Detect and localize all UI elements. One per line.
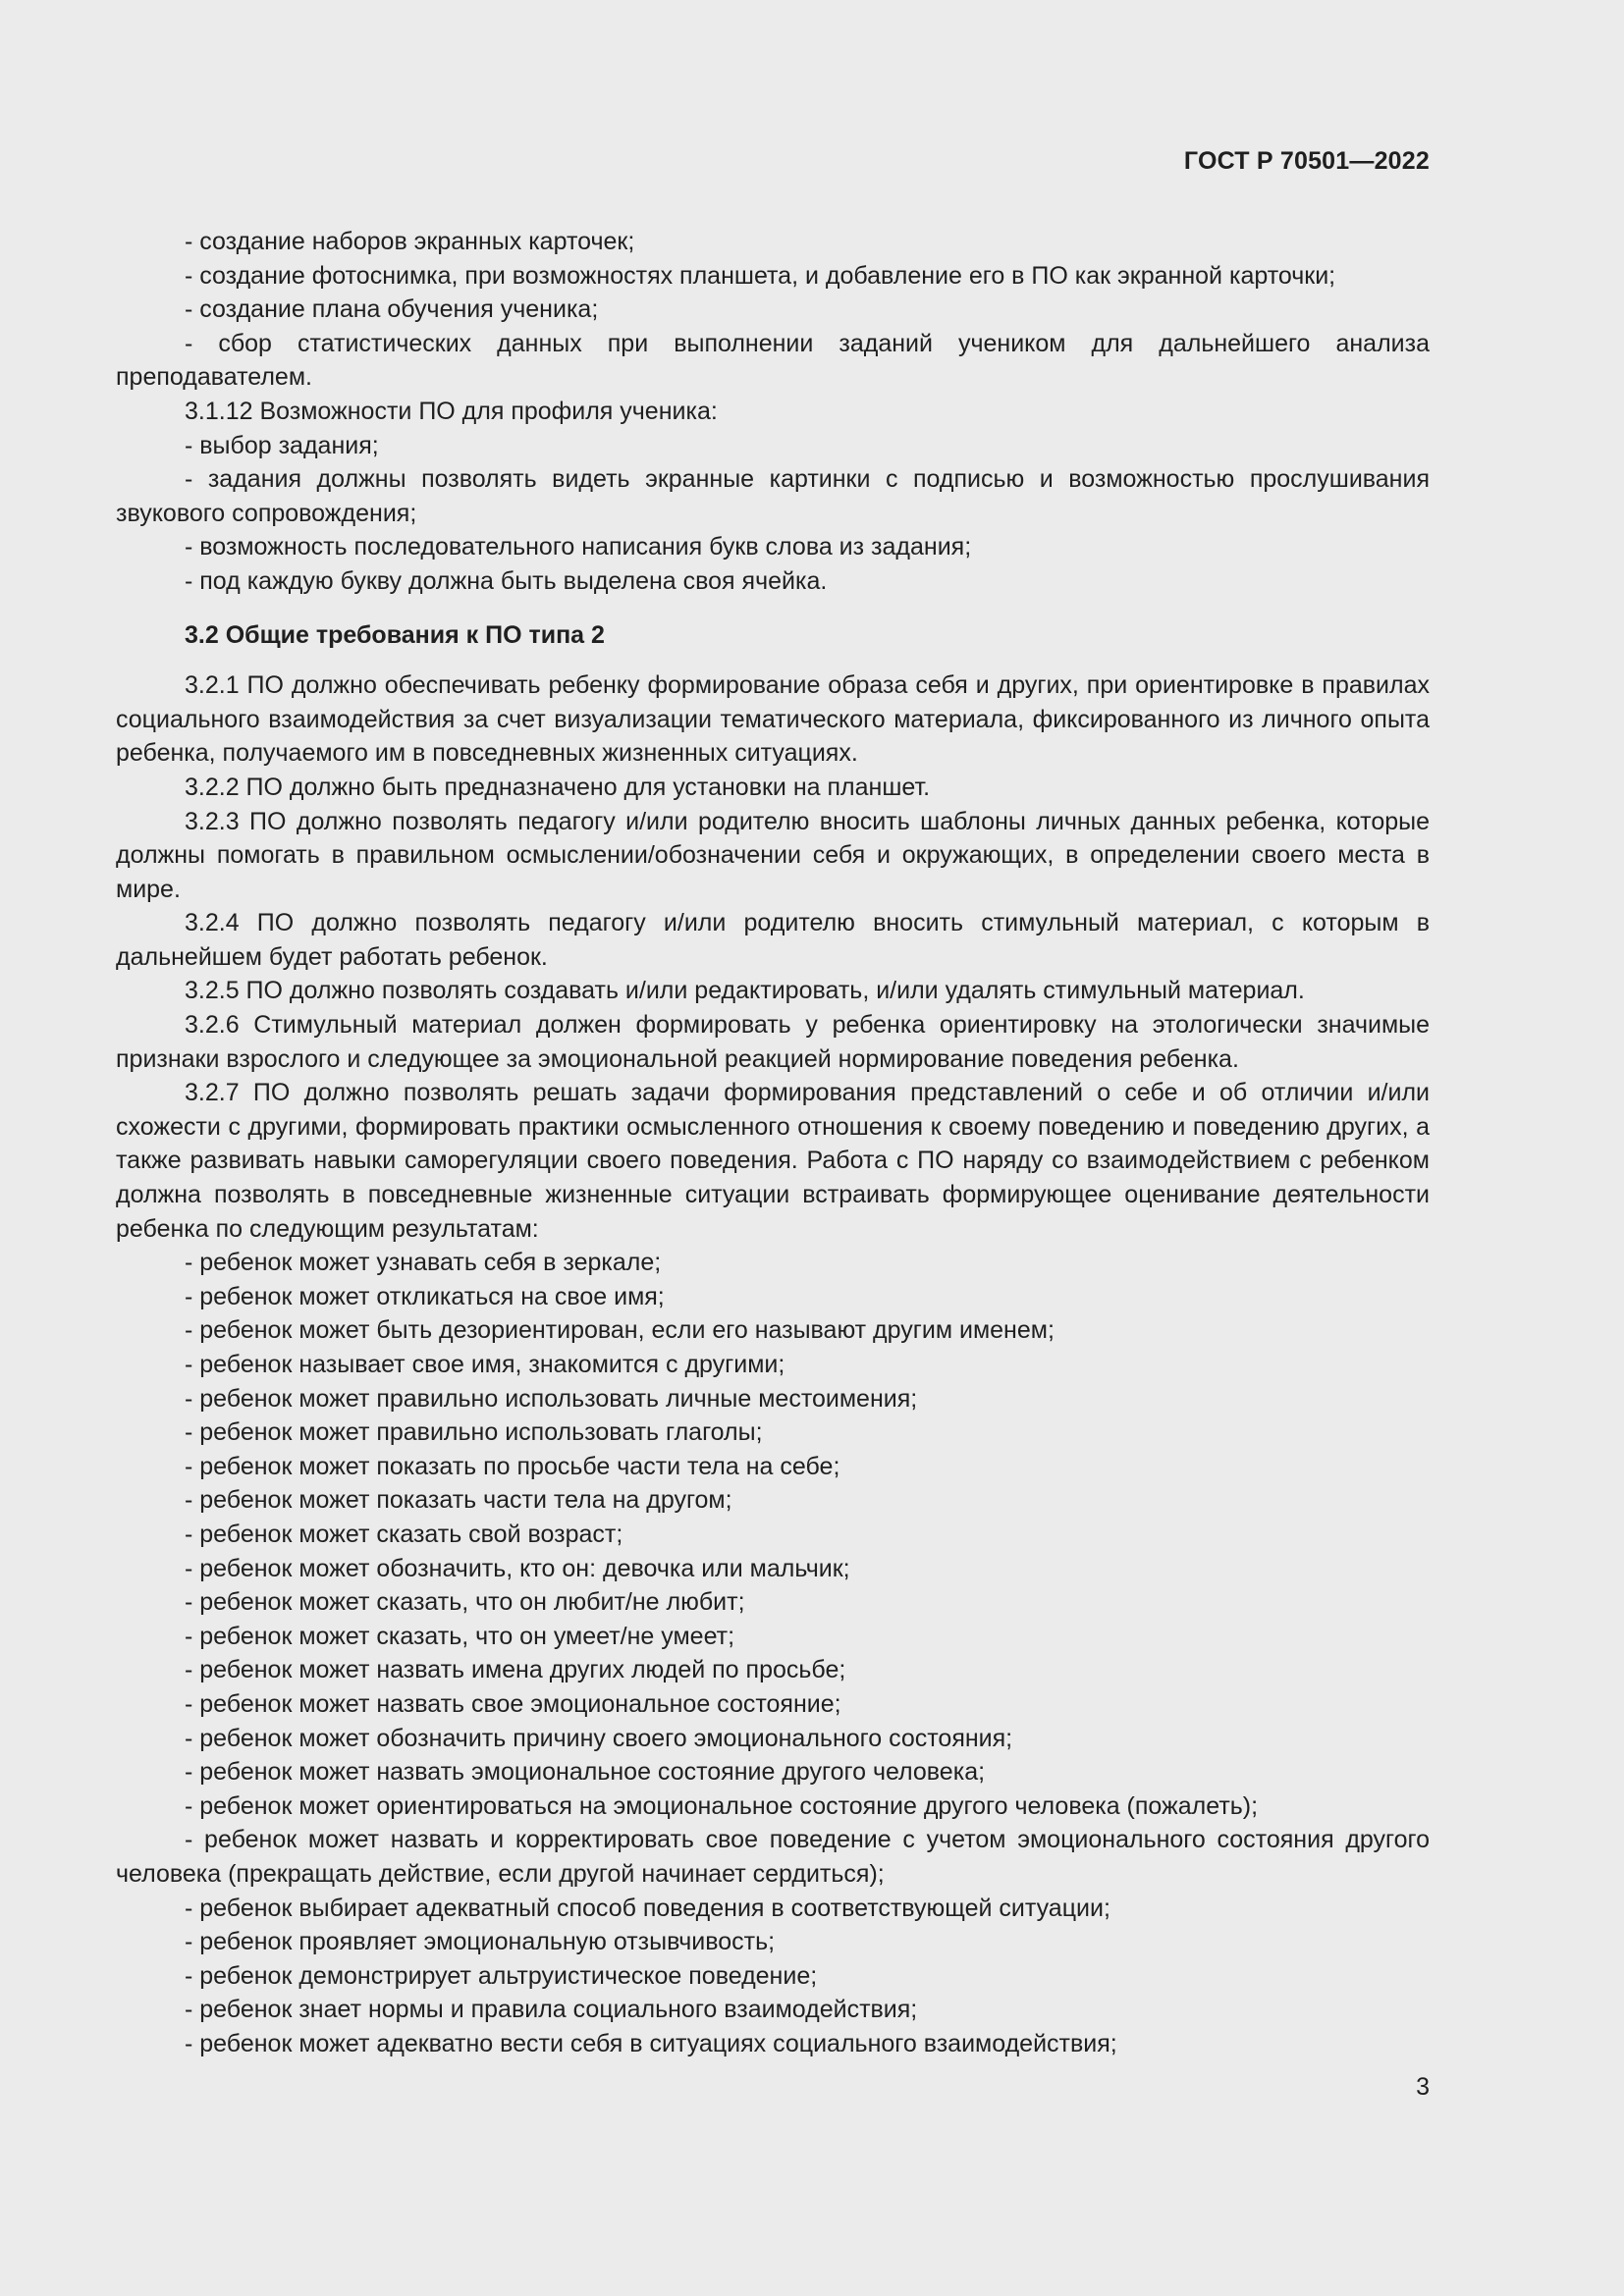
section-heading: 3.2 Общие требования к ПО типа 2 [185, 620, 605, 649]
paragraph: - под каждую букву должна быть выделена своя ячейка. [185, 566, 828, 595]
list-item: - ребенок может назвать свое эмоциональное состояние; [185, 1689, 841, 1718]
list-item: - ребенок может сказать, что он любит/не любит; [185, 1588, 745, 1617]
list-item: - ребенок знает нормы и правила социального взаимодействия; [185, 1996, 918, 2024]
list-item: - ребенок может правильно использовать глаголы; [185, 1418, 763, 1447]
list-item: - ребенок может правильно использовать личные местоимения; [185, 1384, 918, 1413]
list-item: - ребенок выбирает адекватный способ поведения в соответствующей ситуации; [185, 1894, 1110, 1922]
paragraph: - возможность последовательного написания букв слова из задания; [185, 533, 972, 561]
paragraph: 3.2.5 ПО должно позволять создавать и/или редактировать, и/или удалять стимульный материал. [185, 977, 1305, 1005]
paragraph: 3.1.12 Возможности ПО для профиля ученика: [185, 397, 718, 425]
document-body [116, 225, 1430, 2060]
paragraph: - задания должны позволять видеть экранные картинки с подписью и возможностью прослушивания звукового сопровождения; [116, 465, 1430, 527]
list-item: - ребенок называет свое имя, знакомится с другими; [185, 1351, 785, 1378]
list-item: - ребенок может сказать свой возраст; [185, 1520, 623, 1548]
paragraph: - сбор статистических данных при выполнении заданий учеником для дальнейшего анализа преподавателем. [116, 329, 1430, 392]
list-item: - ребенок может показать части тела на другом; [185, 1486, 732, 1515]
paragraph: - создание плана обучения ученика; [185, 295, 599, 324]
list-item: - ребенок может назвать эмоциональное состояние другого человека; [185, 1758, 986, 1787]
page-number: 3 [1416, 2073, 1430, 2101]
list-item: - ребенок демонстрирует альтруистическое поведение; [185, 1961, 818, 1990]
paragraph: 3.2.2 ПО должно быть предназначено для установки на планшет. [185, 773, 931, 801]
document-header: ГОСТ Р 70501—2022 [1183, 147, 1430, 175]
list-item: - ребенок может назвать имена других людей по просьбе; [185, 1656, 846, 1684]
paragraph: - создание фотоснимка, при возможностях планшета, и добавление его в ПО как экранной карточки; [185, 261, 1336, 290]
list-item: - ребенок может обозначить причину своего эмоционального состояния; [185, 1724, 1013, 1752]
paragraph: 3.2.6 Стимульный материал должен формировать у ребенка ориентировку на этологически значимые признаки взрослого и следующее за эмоциональной реакцией нормирование поведения ребенка. [116, 1011, 1430, 1073]
paragraph: 3.2.1 ПО должно обеспечивать ребенку формирование образа себя и других, при ориентировке в правилах социального взаимодействия за счет визуализации тематического материала, фиксированного из личного опыта ребенка, получаемого им в повседневных жизненных ситуациях. [116, 671, 1430, 768]
paragraph: 3.2.7 ПО должно позволять решать задачи формирования представлений о себе и об отличии и/или схожести с другими, формировать практики осмысленного отношения к своему поведению и поведению других, а также развивать навыки саморегуляции своего поведения. Работа с ПО наряду со взаимодействием с ребенком должна позволять в повседневные жизненные ситуации встраивать формирующее оценивание деятельности ребенка по следующим результатам: [116, 1079, 1430, 1243]
paragraph: - выбор задания; [185, 431, 379, 459]
list-item: - ребенок может сказать, что он умеет/не умеет; [185, 1622, 735, 1650]
paragraph: 3.2.3 ПО должно позволять педагогу и/или родителю вносить шаблоны личных данных ребенка, которые должны помогать в правильном осмыслении/обозначении себя и окружающих, в определении своего места в мире. [116, 807, 1430, 903]
paragraph: 3.2.4 ПО должно позволять педагогу и/или родителю вносить стимульный материал, с которым в дальнейшем будет работать ребенок. [116, 909, 1430, 971]
list-item: - ребенок может назвать и корректировать свое поведение с учетом эмоционального состояния другого человека (прекращать действие, если другой начинает сердиться); [116, 1826, 1430, 1888]
list-item: - ребенок может быть дезориентирован, если его называют другим именем; [185, 1316, 1055, 1345]
list-item: - ребенок может ориентироваться на эмоциональное состояние другого человека (пожалеть); [185, 1791, 1259, 1820]
list-item: - ребенок может откликаться на свое имя; [185, 1282, 665, 1310]
list-item: - ребенок может адекватно вести себя в ситуациях социального взаимодействия; [185, 2029, 1117, 2057]
list-item: - ребенок может узнавать себя в зеркале; [185, 1249, 662, 1277]
list-item: - ребенок проявляет эмоциональную отзывчивость; [185, 1928, 776, 1956]
paragraph: - создание наборов экранных карточек; [185, 228, 635, 255]
list-item: - ребенок может обозначить, кто он: девочка или мальчик; [185, 1554, 850, 1582]
list-item: - ребенок может показать по просьбе части тела на себе; [185, 1452, 840, 1480]
